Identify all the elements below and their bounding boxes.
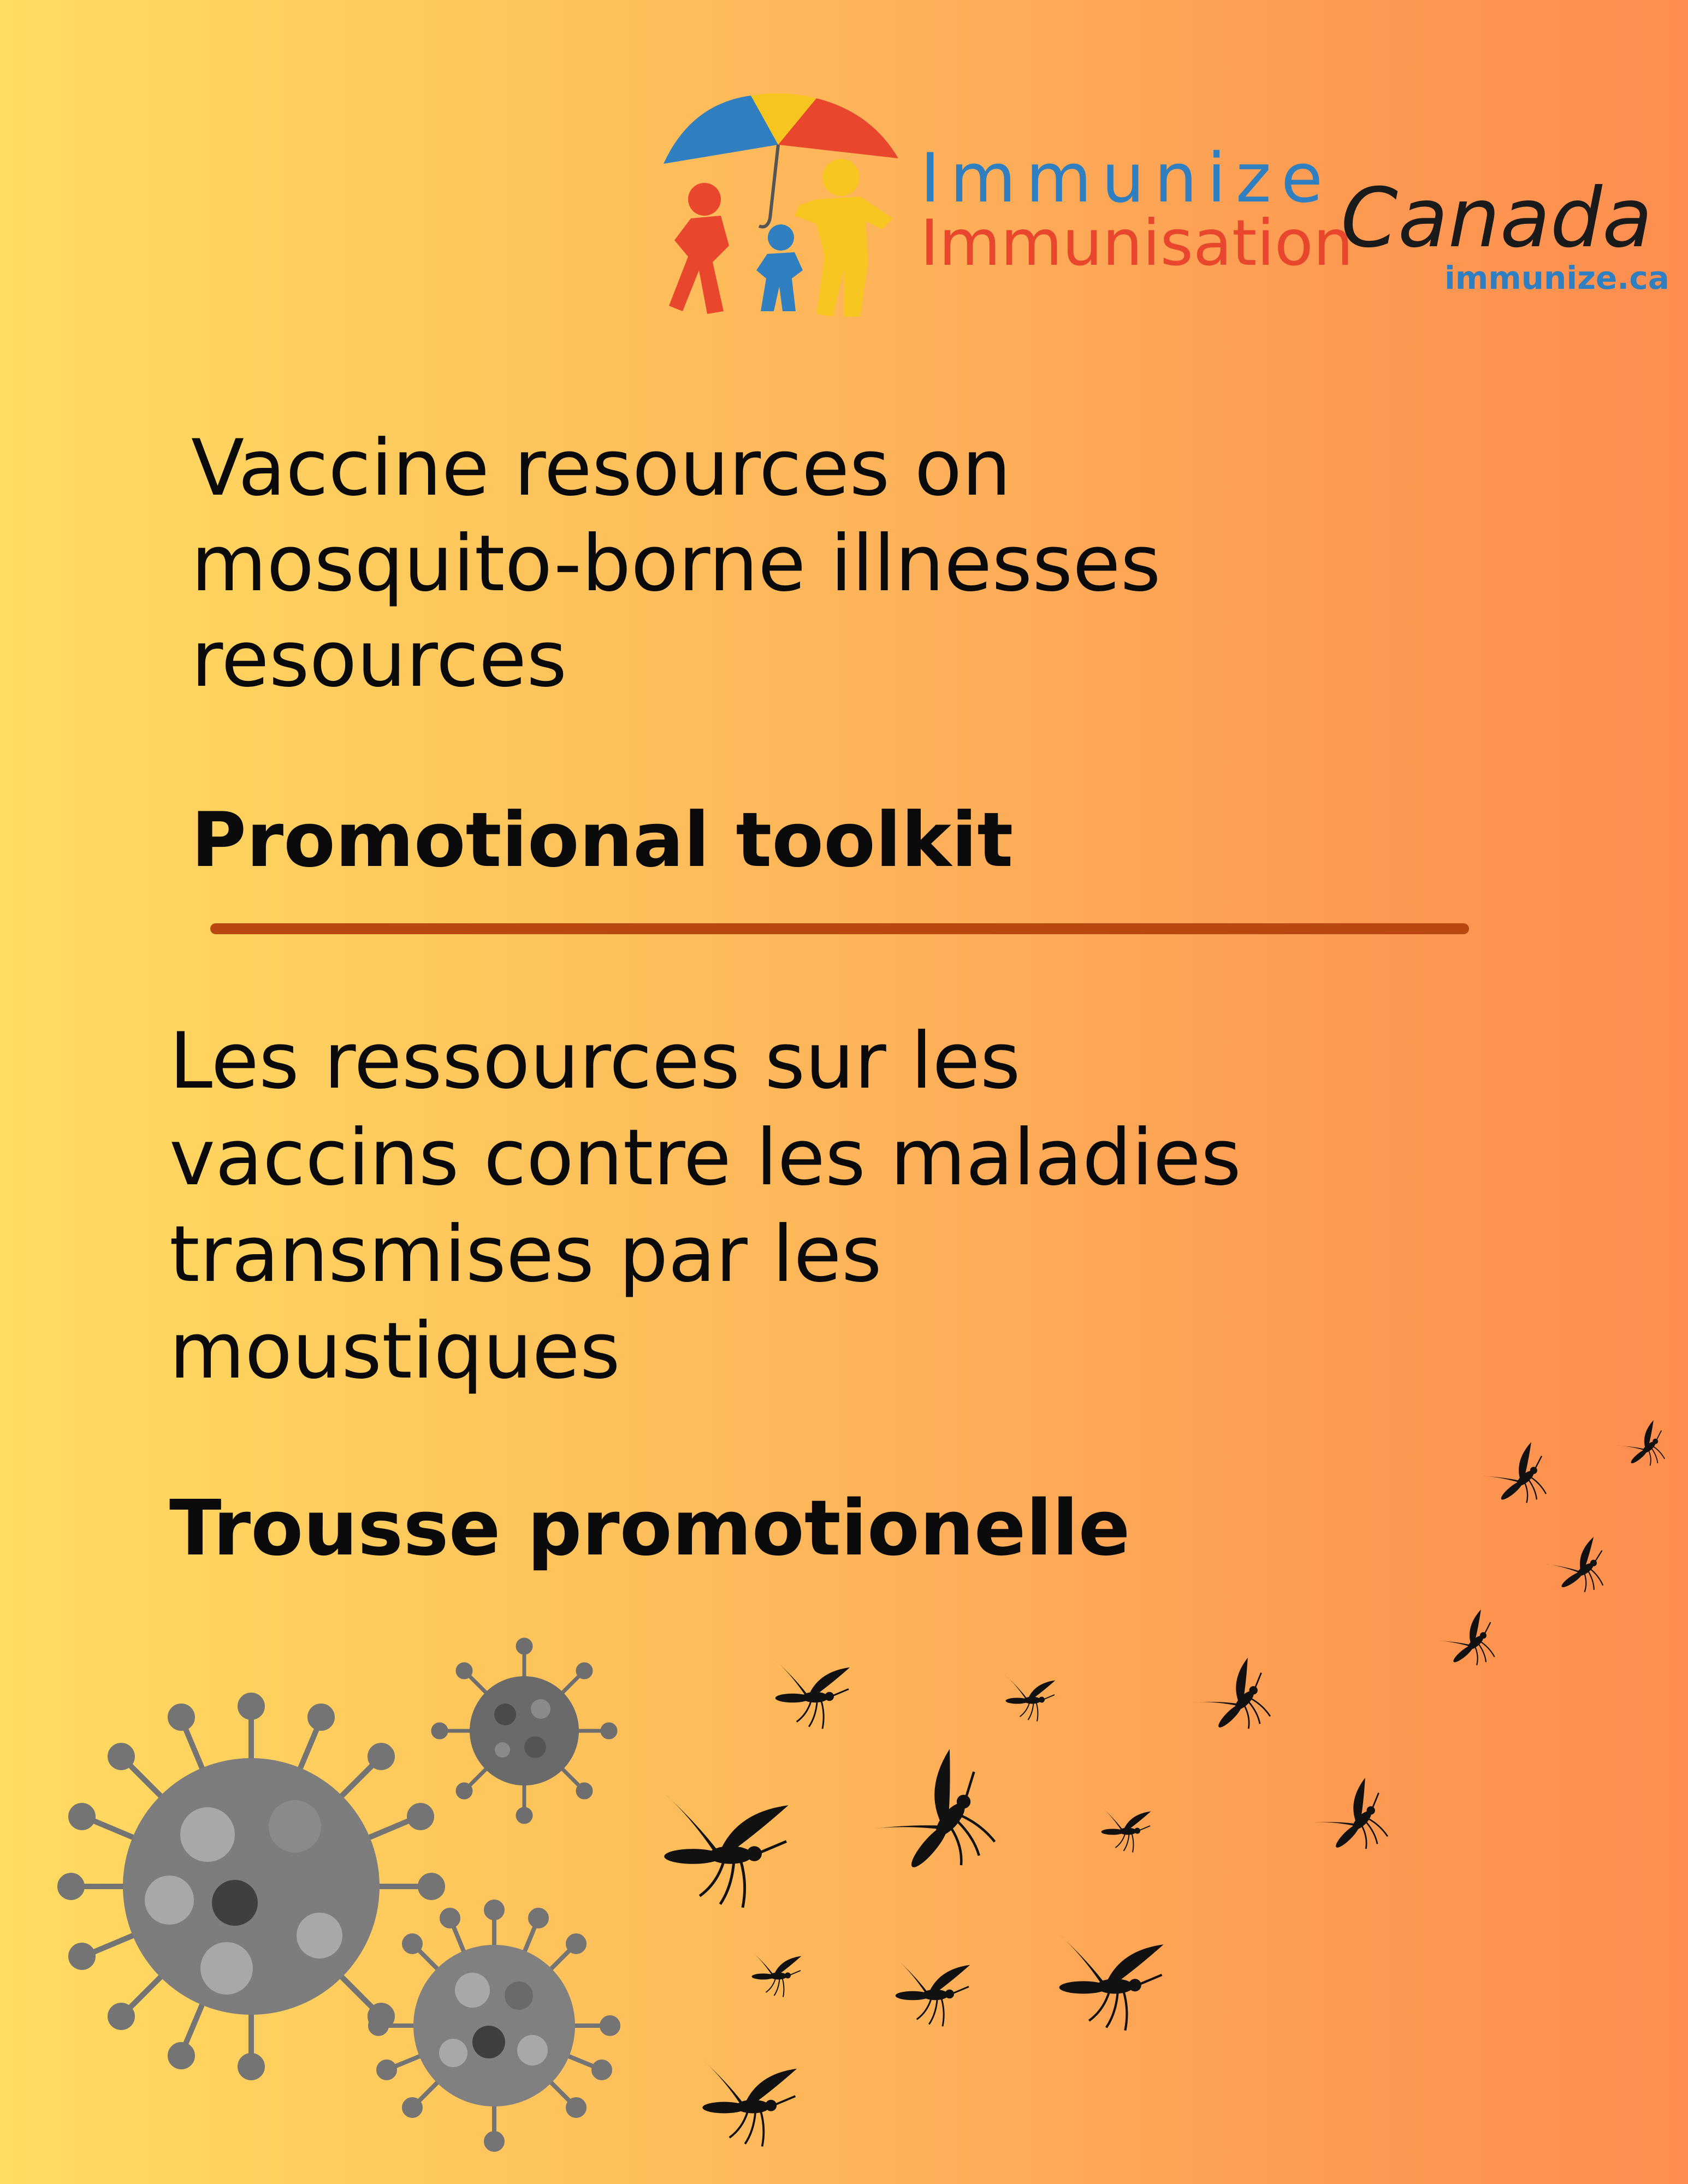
virus-mosquito-illustration [0,1420,1688,2184]
english-title [191,420,1161,707]
french-toolkit-label: Trousse promotionelle [169,1484,1130,1573]
mosquito-icon [895,1957,970,2027]
mosquito-icon [1480,1437,1563,1518]
mosquito-icon [1192,1652,1288,1748]
english-toolkit-label: Promotional toolkit [191,796,1014,884]
mosquito-icon [866,1741,1022,1898]
section-divider [210,923,1469,934]
logo-url[interactable]: immunize.ca [1444,259,1669,296]
logo-text-immunisation: Immunisation [920,206,1354,280]
mosquito-icon [1544,1532,1619,1606]
virus-icon [433,1640,615,1822]
french-title-line: vaccins contre les maladies [169,1113,1241,1203]
umbrella-family-icon [653,82,909,322]
logo-text-canada: Canada [1341,171,1653,266]
french-title [169,1013,1241,1399]
mosquito-icon [1058,1933,1164,2031]
immunize-canada-logo[interactable] [653,82,1669,322]
english-title-line: Vaccine resources on [191,423,1011,513]
french-title-line: transmises par les [169,1209,882,1299]
mosquito-icon [1435,1605,1510,1679]
english-title-line: mosquito-borne illnesses [191,519,1161,609]
mosquito-icon [1615,1420,1677,1477]
french-title-line: Les ressources sur les [169,1016,1021,1106]
virus-icon [370,1902,618,2150]
mosquito-icon [662,1791,789,1908]
mosquito-icon [1005,1675,1056,1722]
mosquito-icon [1310,1772,1406,1868]
mosquito-icon [1100,1806,1151,1853]
mosquito-icon [751,1951,802,1997]
mosquito-icon [701,2058,797,2147]
english-title-line: resources [191,614,567,704]
logo-text-immunize: Immunize [920,139,1333,218]
french-title-line: moustiques [169,1306,620,1396]
mosquito-icon [774,1659,850,1729]
